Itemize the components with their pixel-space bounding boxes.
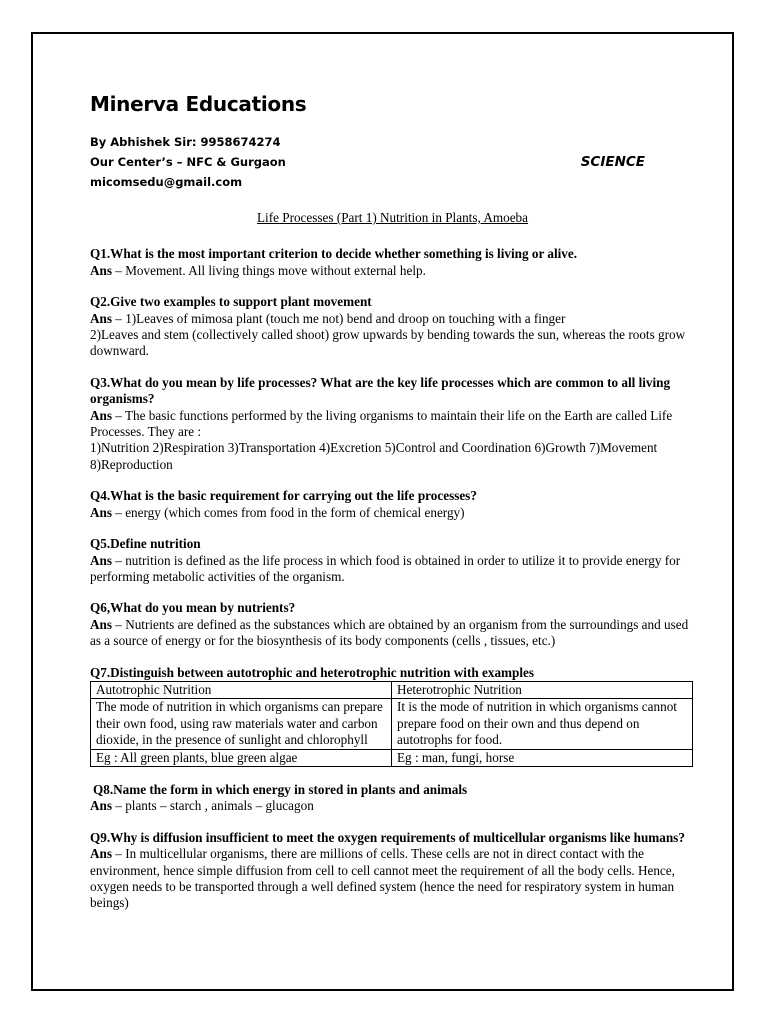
brand-title: Minerva Educations <box>90 92 307 116</box>
answer-9 <box>90 846 695 912</box>
question-9: Q9.Why is diffusion insufficient to meet the oxygen requirements of multicellular organisms like humans? <box>90 829 685 845</box>
centers-line: Our Center’s – NFC & Gurgaon <box>90 155 286 169</box>
answer-6-text: – Nutrients are defined as the substances which are obtained by an organism from the surroundings and used as a source of energy or for the biosynthesis of its body components (cells , tissues, etc.) <box>90 616 689 649</box>
ans-label: Ans <box>90 407 112 423</box>
answer-2-line-2: 2)Leaves and stem (collectively called shoot) grow upwards by bending towards the sun, whereas the roots grow downward. <box>90 327 686 359</box>
email-line: micomsedu@gmail.com <box>90 175 243 189</box>
question-5: Q5.Define nutrition <box>90 536 201 552</box>
answer-9-text: – In multicellular organisms, there are millions of cells. These cells are not in direct contact with the environment, hence simple diffusion from cell to cell cannot meet the requirement of all the body cells. Hence, oxygen needs to be transported through a well defined system (hence the need for respiratory system in human beings) <box>90 846 675 911</box>
ans-label: Ans <box>90 504 112 520</box>
qa-block-7 <box>90 665 695 767</box>
question-3: Q3.What do you mean by life processes? What are the key life processes which are common to all living organisms? <box>90 374 671 407</box>
answer-1 <box>90 263 695 279</box>
answer-3 <box>90 408 695 441</box>
author-line: By Abhishek Sir: 9958674274 <box>90 135 281 149</box>
qa-block-4 <box>90 488 695 521</box>
table-cell: Eg : man, fungi, horse <box>392 749 693 766</box>
ans-label: Ans <box>90 262 112 278</box>
qa-block-6 <box>90 600 695 649</box>
qa-block-8 <box>90 782 695 815</box>
answer-2-text: – 1)Leaves of mimosa plant (touch me not) bend and droop on touching with a finger <box>112 310 566 326</box>
question-8: Q8.Name the form in which energy in stored in plants and animals <box>93 781 468 797</box>
answer-4 <box>90 505 695 521</box>
answer-3-list: 1)Nutrition 2)Respiration 3)Transportation 4)Excretion 5)Control and Coordination 6)Growth 7)Movement 8)Reproduction <box>90 440 658 472</box>
question-2: Q2.Give two examples to support plant movement <box>90 294 372 310</box>
answer-8-text: – plants – starch , animals – glucagon <box>112 798 314 814</box>
answer-8 <box>90 798 695 814</box>
qa-block-9 <box>90 830 695 912</box>
answer-5 <box>90 553 695 586</box>
ans-label: Ans <box>90 846 112 862</box>
answer-5-text: – nutrition is defined as the life process in which food is obtained in order to utilize it to provide energy for performing metabolic activities of the organism. <box>90 552 681 584</box>
table-row <box>91 749 693 766</box>
question-6: Q6,What do you mean by nutrients? <box>90 600 296 616</box>
document-body <box>90 90 695 927</box>
ans-label: Ans <box>90 616 112 632</box>
ans-label: Ans <box>90 798 112 814</box>
answer-4-text: – energy (which comes from food in the form of chemical energy) <box>112 504 465 520</box>
question-1: Q1.What is the most important criterion to decide whether something is living or alive. <box>90 246 578 262</box>
table-header-row <box>91 681 693 698</box>
comparison-table <box>90 681 693 767</box>
qa-block-3 <box>90 375 695 473</box>
answer-2 <box>90 311 695 327</box>
qa-block-2 <box>90 294 695 360</box>
table-cell: Eg : All green plants, blue green algae <box>91 749 392 766</box>
subject-label: SCIENCE <box>580 154 645 170</box>
answer-3-text: – The basic functions performed by the living organisms to maintain their life on the Earth are called Life Processes. They are : <box>90 407 673 440</box>
ans-label: Ans <box>90 310 112 326</box>
header-meta <box>90 132 695 192</box>
question-4: Q4.What is the basic requirement for carrying out the life processes? <box>90 488 477 504</box>
table-cell: The mode of nutrition in which organisms can prepare their own food, using raw materials water and carbon dioxide, in the presence of sunlight and chlorophyll <box>91 699 392 749</box>
question-7: Q7.Distinguish between autotrophic and heterotrophic nutrition with examples <box>90 664 535 680</box>
table-header-cell: Autotrophic Nutrition <box>91 681 392 698</box>
document-title: Life Processes (Part 1) Nutrition in Plants, Amoeba <box>256 210 529 225</box>
ans-label: Ans <box>90 552 112 568</box>
table-row <box>91 699 693 749</box>
qa-block-5 <box>90 536 695 585</box>
table-cell: It is the mode of nutrition in which organisms cannot prepare food on their own and thus depend on autotrophs for food. <box>392 699 693 749</box>
answer-6 <box>90 617 695 650</box>
table-header-cell: Heterotrophic Nutrition <box>392 681 693 698</box>
answer-1-text: – Movement. All living things move without external help. <box>112 262 426 278</box>
qa-block-1 <box>90 246 695 279</box>
